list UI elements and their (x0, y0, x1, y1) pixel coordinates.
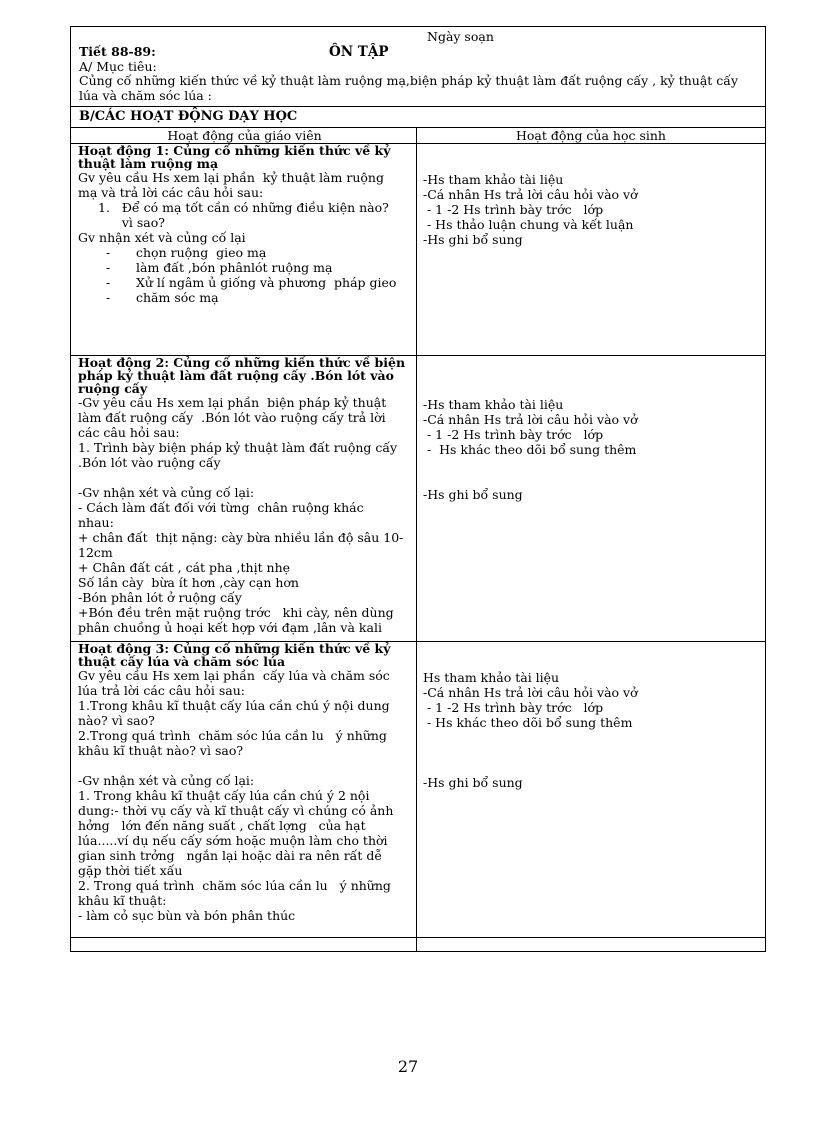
student-line: -Hs ghi bổ sung (423, 232, 523, 247)
teacher-line: 2.Trong quá trình chăm sóc lúa cần lu ý những (78, 728, 387, 743)
teacher-numbered-item: 1. Để có mạ tốt cần có những điều kiện nào? (98, 200, 389, 215)
objectives-text: Củng cố những kiến thức về kỷ thuật làm ruộng mạ,biện pháp kỷ thuật làm đất ruộng cấy , kỷ thuật cấy lúa và chăm sóc lúa : (79, 73, 739, 103)
student-line: Hs tham khảo tài liệu (423, 670, 560, 685)
student-line (423, 760, 759, 775)
teacher-line: +Bón đều trên mặt ruộng trớc khi cày, nên dùng (78, 605, 394, 620)
activity-heading: thuật làm ruộng mạ (78, 156, 219, 171)
prep-date-label: Ngày soạn (427, 29, 494, 44)
teacher-line: khâu kĩ thuật: (78, 893, 167, 908)
teacher-line: .Bón lót vào ruộng cấy (78, 455, 221, 470)
teacher-line: -Gv yêu cầu Hs xem lại phần biện pháp kỷ thuật (78, 395, 387, 410)
student-cell-spacer (423, 356, 759, 397)
student-activity-cell (417, 144, 765, 355)
student-line: - 1 -2 Hs trình bày trớc lớp (423, 700, 604, 715)
page-number: 27 (397, 1057, 419, 1076)
student-line: - Hs thảo luận chung và kết luận (423, 217, 634, 232)
student-line: -Cá nhân Hs trả lời câu hỏi vào vở (423, 187, 638, 202)
teacher-line: làm đất ruộng cấy .Bón lót vào ruộng cấy trả lời (78, 410, 386, 425)
teacher-bullet-item: - Xử lí ngâm ủ giống và phương pháp gieo (78, 275, 411, 290)
teacher-bullet-item: - chăm sóc mạ (78, 290, 411, 305)
objectives-label: A/ Mục tiêu: (79, 59, 157, 74)
student-line: - 1 -2 Hs trình bày trớc lớp (423, 427, 604, 442)
lesson-plan-table (70, 26, 766, 952)
activity-heading: pháp kỷ thuật làm đất ruộng cấy .Bón lót vào (78, 368, 394, 383)
student-line: -Hs tham khảo tài liệu (423, 397, 564, 412)
student-cell-spacer (423, 144, 759, 172)
teacher-line: Gv nhận xét và củng cố lại (78, 230, 246, 245)
teacher-line: - làm cỏ sục bùn và bón phân thúc (78, 908, 296, 923)
activity-row (71, 642, 765, 938)
teacher-line: -Bón phân lót ở ruộng cấy (78, 590, 242, 605)
teacher-line: -Gv nhận xét và củng cố lại: (78, 485, 255, 500)
teacher-line (78, 758, 411, 773)
teacher-line: khâu kĩ thuật nào? vì sao? (78, 743, 244, 758)
teacher-bullet-item: - chọn ruộng gieo mạ (78, 245, 411, 260)
student-line: -Hs tham khảo tài liệu (423, 172, 564, 187)
lesson-title: ÔN TẬP (329, 44, 389, 60)
student-cell-spacer (423, 642, 759, 670)
activity-heading: Hoạt động 2: Củng cố những kiến thức về biện (78, 356, 406, 370)
student-line: - 1 -2 Hs trình bày trớc lớp (423, 202, 604, 217)
empty-row (71, 938, 765, 951)
student-line: -Cá nhân Hs trả lời câu hỏi vào vở (423, 685, 638, 700)
student-line (423, 745, 759, 760)
teacher-line: gặp thời tiết xấu (78, 863, 183, 878)
teacher-line: Gv yêu cầu Hs xem lại phần kỷ thuật làm ruộng (78, 170, 384, 185)
empty-cell (417, 938, 765, 951)
teacher-numbered-item: vì sao? (98, 215, 165, 230)
student-line (423, 457, 759, 472)
activity-row (71, 144, 765, 356)
teacher-line: 2. Trong quá trình chăm sóc lúa cần lu ý những (78, 878, 391, 893)
student-activity-cell (417, 642, 765, 937)
teacher-line: Số lần cày bừa ít hơn ,cày cạn hơn (78, 575, 299, 590)
teacher-line: lúa.....ví dụ nếu cấy sớm hoặc muộn làm cho thời (78, 833, 388, 848)
teacher-line: 1.Trong khâu kĩ thuật cấy lúa cần chú ý nội dung (78, 698, 390, 713)
teacher-column-header: Hoạt động của giáo viên (71, 128, 417, 143)
student-column-header: Hoạt động của học sinh (516, 128, 666, 143)
student-line (423, 730, 759, 745)
empty-cell (71, 938, 417, 951)
activity-row (71, 356, 765, 642)
teacher-line: - Cách làm đất đối với từng chân ruộng khác (78, 500, 364, 515)
lesson-period: Tiết 88-89: (79, 44, 156, 59)
student-line (423, 472, 759, 487)
teacher-line: 12cm (78, 545, 113, 560)
activity-heading: Hoạt động 1: Củng cố những kiến thức về kỷ (78, 144, 391, 158)
teacher-line: + chân đất thịt nặng: cày bừa nhiều lần độ sâu 10- (78, 530, 404, 545)
activity-heading: thuật cấy lúa và chăm sóc lúa (78, 654, 286, 669)
student-activity-cell (417, 356, 765, 641)
teacher-line: Gv yêu cầu Hs xem lại phần cấy lúa và chăm sóc (78, 668, 390, 683)
lesson-header (71, 27, 765, 107)
column-header-row (71, 128, 765, 144)
student-line: -Hs ghi bổ sung (423, 775, 523, 790)
student-line: -Cá nhân Hs trả lời câu hỏi vào vở (423, 412, 638, 427)
section-b-title: B/CÁC HOẠT ĐỘNG DẠY HỌC (71, 107, 765, 128)
teacher-activity-cell (71, 642, 417, 937)
student-line: -Hs ghi bổ sung (423, 487, 523, 502)
teacher-line: phân chuồng ủ hoại kết hợp với đạm ,lân và kali (78, 620, 382, 635)
teacher-line: các câu hỏi sau: (78, 425, 180, 440)
activity-heading: ruộng cấy (78, 381, 148, 396)
student-line: - Hs khác theo dõi bổ sung thêm (423, 715, 633, 730)
teacher-line: lúa trả lời các câu hỏi sau: (78, 683, 245, 698)
student-line: - Hs khác theo dõi bổ sung thêm (423, 442, 637, 457)
teacher-activity-cell (71, 144, 417, 355)
teacher-line: nào? vì sao? (78, 713, 155, 728)
teacher-line: + Chân đất cát , cát pha ,thịt nhẹ (78, 560, 291, 575)
activity-heading: Hoạt động 3: Củng cố những kiến thức về kỷ (78, 642, 391, 656)
teacher-line: mạ và trả lời các câu hỏi sau: (78, 185, 264, 200)
teacher-line: dung:- thời vụ cấy và kĩ thuật cấy vì chúng có ảnh (78, 803, 394, 818)
teacher-line: hởng lớn đến năng suất , chất lợng của hạt (78, 818, 366, 833)
teacher-line: 1. Trong khâu kĩ thuật cấy lúa cần chú ý 2 nội (78, 788, 370, 803)
teacher-line: 1. Trình bày biện pháp kỷ thuật làm đất ruộng cấy (78, 440, 398, 455)
teacher-activity-cell (71, 356, 417, 641)
teacher-line: -Gv nhận xét và củng cố lại: (78, 773, 255, 788)
teacher-line (78, 470, 411, 485)
teacher-bullet-item: - làm đất ,bón phânlót ruộng mạ (78, 260, 411, 275)
teacher-line: gian sinh trởng ngắn lại hoặc dài ra nên rất dễ (78, 848, 383, 863)
teacher-line: nhau: (78, 515, 114, 530)
